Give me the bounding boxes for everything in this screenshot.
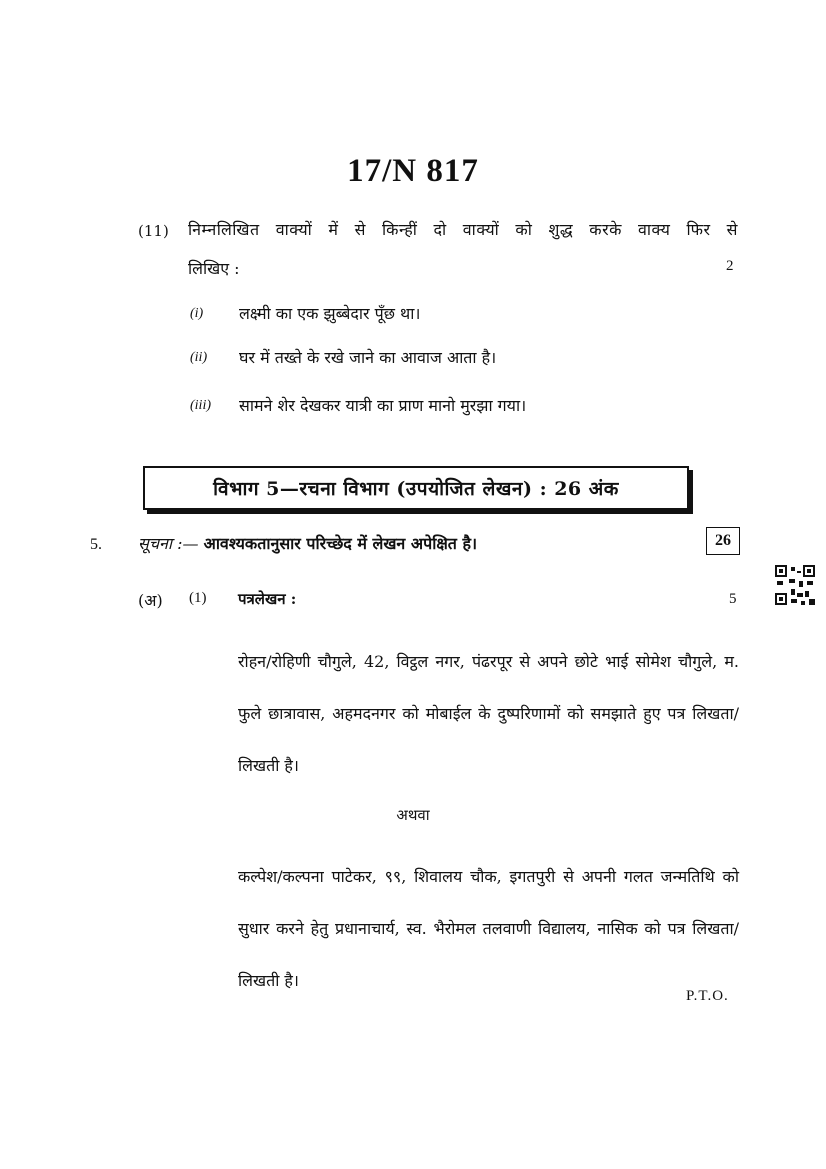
sub-item-3-text: सामने शेर देखकर यात्री का प्राण मानो मुरझा गया। (239, 396, 527, 415)
question-11-number: (11) (138, 222, 169, 240)
question-5-marks-box (706, 527, 740, 555)
question-5-number: 5. (90, 536, 102, 553)
question-5-note (138, 532, 477, 554)
sub-item-2-text: घर में तख्ते के रखे जाने का आवाज आता है। (239, 348, 497, 367)
sub-question-1-number: (1) (189, 590, 207, 606)
question-11-marks: 2 (726, 258, 734, 274)
question-5-marks: 26 (715, 532, 731, 549)
letter-option-2: कल्पेश/कल्पना पाटेकर, ९९, शिवालय चौक, इगतपुरी से अपनी गलत जन्मतिथि को सुधार करने हेतु प्रधानाचार्य, स्व. भैरोमल तलवाणी विद्यालय, नासिक को पत्र लिखता/लिखती है। (238, 867, 739, 990)
sub-item-1-number: (i) (190, 306, 204, 321)
part-a-label: (अ) (138, 591, 163, 610)
qr-code-icon (775, 565, 815, 605)
sub-question-1-title: पत्रलेखन : (238, 590, 297, 608)
section-heading: विभाग 5—रचना विभाग (उपयोजित लेखन) : 26 अंक (213, 478, 619, 500)
note-text: आवश्यकतानुसार परिच्छेद में लेखन अपेक्षित है। (203, 534, 478, 553)
sub-item-3-number: (iii) (190, 398, 211, 413)
page-turn-over: P.T.O. (686, 988, 729, 1004)
question-11-instruction-line2: लिखिए : (188, 259, 240, 278)
letter-option-1: रोहन/रोहिणी चौगुले, 42, विट्ठल नगर, पंढरपूर से अपने छोटे भाई सोमेश चौगुले, म. फुले छात्रावास, अहमदनगर को मोबाईल के दुष्परिणामों को समझाते हुए पत्र लिखता/लिखती है। (238, 652, 739, 775)
or-label: अथवा (396, 806, 430, 824)
sub-item-1-text: लक्ष्मी का एक झुब्बेदार पूँछ था। (239, 304, 421, 323)
note-label: सूचना :— (138, 534, 199, 553)
sub-item-2-number: (ii) (190, 350, 208, 365)
section-heading-box (143, 466, 689, 510)
paper-code: 17/N 817 (347, 153, 479, 189)
sub-question-1-marks: 5 (729, 591, 737, 607)
question-11-instruction-line1: निम्नलिखित वाक्यों में से किन्हीं दो वाक्यों को शुद्ध करके वाक्य फिर से (188, 220, 738, 239)
